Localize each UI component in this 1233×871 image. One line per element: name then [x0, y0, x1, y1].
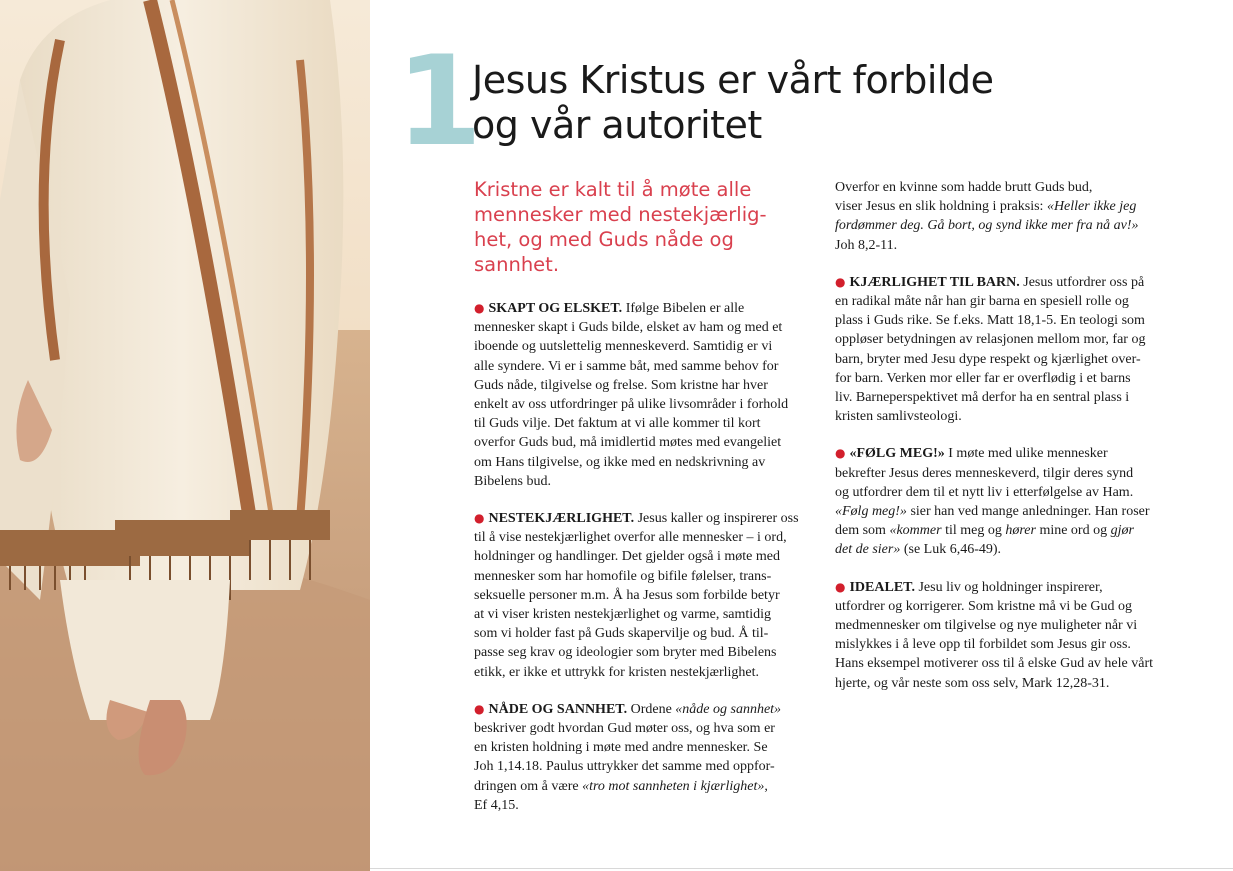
- text-line: en kristen holdning i møte med andre mennesker. Se: [474, 740, 768, 756]
- body-column-right: [835, 178, 1171, 711]
- text-line: medmennesker om tilgivelse og nye muligheter når vi: [835, 618, 1138, 634]
- italic-quote: «Heller ikke jeg: [1046, 199, 1137, 215]
- section-nade: [474, 700, 810, 815]
- text-line: og utfordrer dem til et nytt liv i etterfølgelse av Ham.: [835, 484, 1134, 500]
- text-line: mennesker som har homofile og bifile følelser, trans-: [474, 568, 772, 584]
- section-folg-meg: [835, 444, 1171, 559]
- bullet-icon: ●: [474, 301, 485, 315]
- text-run: ,: [764, 778, 768, 794]
- text-run: sier han ved mange anledninger. Han roser: [906, 504, 1150, 520]
- section-heading: NÅDE OG SANNHET.: [488, 701, 628, 717]
- text-line: Joh 8,2-11.: [835, 237, 898, 253]
- text-line: passe seg krav og ideologier som bryter med Bibelens: [474, 645, 777, 661]
- text-run: dem som: [835, 523, 890, 539]
- text-line: Overfor en kvinne som hadde brutt Guds bud,: [835, 180, 1093, 195]
- text-line: mislykkes i å leve opp til forbildet som Jesus gir oss.: [835, 637, 1131, 653]
- text-line: Joh 1,14.18. Paulus uttrykker det samme med oppfor-: [474, 759, 775, 775]
- text-line: til å vise nestekjærlighet overfor alle mennesker – i ord,: [474, 530, 787, 546]
- italic-quote: «Følg meg!»: [835, 504, 907, 520]
- text-line: enkelt av oss utfordringer på ulike livsområder i forhold: [474, 397, 789, 413]
- text-line: overfor Guds bud, må imidlertid møtes med evangeliet: [474, 435, 782, 451]
- bottom-rule: [370, 868, 1233, 869]
- section-heading: KJÆRLIGHET TIL BARN.: [849, 274, 1020, 290]
- bullet-icon: ●: [835, 579, 846, 594]
- text-line: mennesker skapt i Guds bilde, elsket av ham og med et: [474, 320, 783, 336]
- section-skapt: [474, 299, 810, 491]
- text-run: I møte med ulike mennesker: [944, 446, 1108, 462]
- title-line-1: Jesus Kristus er vårt forbilde: [472, 58, 994, 102]
- bullet-icon: ●: [474, 701, 485, 716]
- text-line: Guds nåde, tilgivelse og frelse. Som kristne har hver: [474, 377, 768, 393]
- italic-quote: «kommer: [889, 523, 942, 539]
- body-column-left: [474, 299, 810, 833]
- text-line: hjerte, og vår neste som oss selv, Mark 12,28-31.: [835, 675, 1110, 691]
- text-line: til Guds vilje. Det faktum at vi alle kommer til kort: [474, 416, 761, 432]
- text-line: om Hans tilgivelse, og ikke med en nedskrivning av: [474, 454, 766, 470]
- text-line: plass i Guds rike. Se f.eks. Matt 18,1-5. En teologi som: [835, 313, 1145, 329]
- text-line: Jesus utfordrer oss på: [1019, 274, 1145, 290]
- cover-photo: [0, 0, 370, 871]
- text-line: oppløser betydningen av relasjonen mellom mor, far og: [835, 332, 1146, 348]
- title-line-2: og vår autoritet: [472, 103, 762, 147]
- bullet-icon: ●: [474, 511, 485, 526]
- section-nestekjaerlighet: [474, 509, 810, 682]
- text-line: utfordrer og korrigerer. Som kristne må vi be Gud og: [835, 598, 1133, 614]
- text-line: Jesus kaller og inspirerer oss: [634, 511, 799, 527]
- text-line: iboende og uutslettelig menneskeverd. Samtidig er vi: [474, 339, 773, 355]
- lead-line-3: het, og med Guds nåde og: [474, 228, 734, 251]
- text-line: Jesu liv og holdninger inspirerer,: [914, 579, 1103, 595]
- text-run: Ordene: [627, 701, 676, 717]
- bullet-icon: ●: [835, 274, 846, 289]
- robed-figure-illustration: [0, 0, 370, 871]
- text-run: mine ord og: [1035, 523, 1111, 539]
- lead-paragraph: [474, 177, 794, 277]
- italic-quote: «nåde og sannhet»: [675, 701, 782, 717]
- italic-quote: fordømmer deg. Gå bort, og synd ikke mer fra nå av!»: [835, 218, 1139, 234]
- section-heading: SKAPT OG ELSKET.: [488, 301, 623, 316]
- section-barn: [835, 273, 1171, 427]
- lead-line-2: mennesker med nestekjærlig-: [474, 203, 767, 226]
- text-run: (se Luk 6,46-49).: [900, 542, 1002, 558]
- text-line: at vi viser kristen nestekjærlighet og varme, samtidig: [474, 607, 772, 623]
- chapter-number: 1: [396, 30, 483, 174]
- italic-quote: «tro mot sannheten i kjærlighet»: [582, 778, 765, 794]
- text-run: dringen om å være: [474, 778, 583, 794]
- page-title: [472, 58, 1212, 148]
- section-heading: NESTEKJÆRLIGHET.: [488, 511, 635, 527]
- text-line: etikk, er ikke et uttrykk for kristen nestekjærlighet.: [474, 664, 759, 680]
- text-line: kristen samlivsteologi.: [835, 409, 962, 425]
- bullet-icon: ●: [835, 446, 846, 461]
- text-line: seksuelle personer m.m. Å ha Jesus som forbilde betyr: [474, 587, 780, 603]
- text-line: barn, bryter med Jesu dype respekt og kjærlighet over-: [835, 351, 1141, 367]
- italic-word: gjør: [1110, 523, 1134, 539]
- text-line: Bibelens bud.: [474, 473, 551, 489]
- text-run: til meg og: [941, 523, 1006, 539]
- text-line: holdninger og handlinger. Det gjelder også i møte med: [474, 549, 780, 565]
- text-line: Ifølge Bibelen er alle: [622, 301, 745, 316]
- text-run: viser Jesus en slik holdning i praksis:: [835, 199, 1047, 215]
- text-line: bekrefter Jesus deres menneskeverd, tilgir deres synd: [835, 465, 1134, 481]
- text-line: for barn. Verken mor eller far er overflødig i et barns: [835, 370, 1131, 386]
- text-line: alle syndere. Vi er i samme båt, med samme behov for: [474, 358, 779, 374]
- section-heading: «FØLG MEG!»: [849, 446, 945, 462]
- italic-quote: det de sier»: [835, 542, 901, 558]
- text-line: en radikal måte når han gir barna en spesiell rolle og: [835, 294, 1129, 310]
- text-line: som vi holder fast på Guds skapervilje og bud. Å til-: [474, 626, 769, 642]
- section-heading: IDEALET.: [849, 579, 915, 595]
- lead-line-4: sannhet.: [474, 253, 560, 276]
- lead-line-1: Kristne er kalt til å møte alle: [474, 178, 752, 201]
- section-kvinne: [835, 178, 1171, 255]
- text-line: Ef 4,15.: [474, 797, 519, 813]
- text-line: beskriver godt hvordan Gud møter oss, og hva som er: [474, 721, 775, 737]
- text-line: liv. Barneperspektivet må derfor ha en sentral plass i: [835, 390, 1130, 406]
- section-idealet: [835, 578, 1171, 693]
- italic-word: hører: [1005, 523, 1036, 539]
- text-line: Hans eksempel motiverer oss til å elske Gud av hele vårt: [835, 656, 1154, 672]
